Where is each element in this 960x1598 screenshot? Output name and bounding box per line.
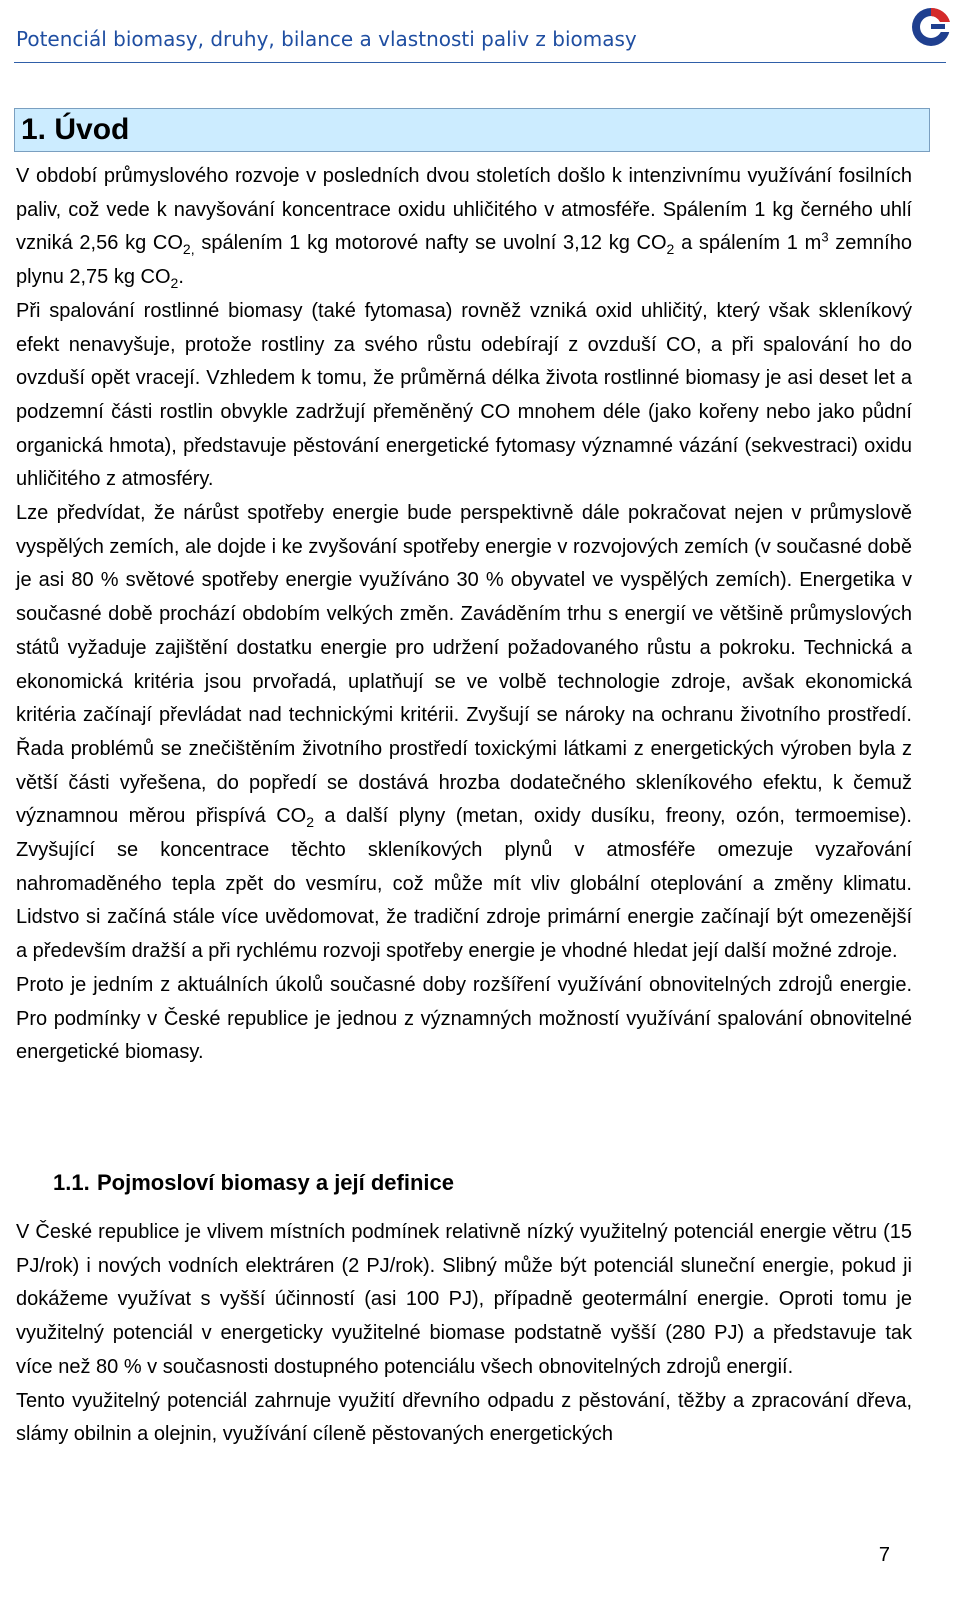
paragraph: V České republice je vlivem místních podmínek relativně nízký využitelný potenciál energie větru (15 PJ/rok) i nových vodních elektráren (2 PJ/rok). Slibný může být potenciál sluneční energie, pokud ji dokážeme využívat s vyšší účinností (asi 100 PJ), případně geotermální energie. Oproti tomu je využitelný potenciál v energeticky využitelné biomase podstatně vyšší (280 PJ) a představuje tak více než 80 % v současnosti dostupného potenciálu všech obnovitelných zdrojů energií. [16,1221,912,1378]
intro-text [16,160,912,1070]
paragraph: Tento využitelný potenciál zahrnuje využití dřevního odpadu z pěstování, těžby a zpracování dřeva, slámy obilnin a olejnin, využívání cíleně pěstovaných energetických [16,1389,912,1446]
paragraph: V období průmyslového rozvoje v posledních dvou stoletích došlo k intenzivnímu využívání fosilních paliv, což vede k navyšování koncentrace oxidu uhličitého v atmosféře. Spálením 1 kg černého uhlí vzniká 2,56 kg $CO_{2,}$ spálením 1 kg motorové nafty se uvolní 3,12 kg $CO_2$ a spálením 1 $m^3$ zemního plynu 2,75 kg $CO_2$. [16,165,912,292]
page-header [14,22,946,63]
subsection-number: 1.1. [53,1170,90,1195]
paragraph: Proto je jedním z aktuálních úkolů současné doby rozšíření využívání obnovitelných zdrojů energie. Pro podmínky v České republice je jednou z významných možností využívání spalování obnovitelné energetické biomasy. [16,973,912,1064]
paragraph: Při spalování rostlinné biomasy (také fytomasa) rovněž vzniká oxid uhličitý, který však skleníkový efekt nenavyšuje, protože rostliny za svého růstu odebírají z ovzduší CO, a při spalování ho do ovzduší opět vracejí. Vzhledem k tomu, že průměrná délka života rostlinné biomasy je asi deset let a podzemní části rostlin obvykle zadržují přeměněný CO mnohem déle (jako kořeny nebo jako půdní organická hmota), představuje pěstování energetické fytomasy významné vázání (sekvestraci) oxidu uhličitého z atmosféry. [16,299,912,491]
paragraph: Lze předvídat, že nárůst spotřeby energie bude perspektivně dále pokračovat nejen v průmyslově vyspělých zemích, ale dojde i ke zvyšování spotřeby energie v rozvojových zemích (v současné době je asi 80 % světové spotřeby energie využíváno 30 % obyvatel ve vyspělých zemích). Energetika v současné době prochází obdobím velkých změn. Zaváděním trhu s energií ve většině průmyslových států vyžaduje zajištění dostatku energie pro udržení požadovaného růstu a pokroku. Technická a ekonomická kritéria jsou prvořadá, uplatňují se ve volbě technologie zdroje, avšak ekonomická kritéria začínají převládat nad technickými kritérii. Zvyšují se nároky na ochranu životního prostředí. Řada problémů se znečištěním životního prostředí toxickými látkami z energetických výroben byla z větší části vyřešena, do popředí se dostává hrozba dodatečného skleníkového efektu, k čemuž významnou měrou přispívá $CO_2$ a další plyny (metan, oxidy dusíku, freony, ozón, termoemise). Zvyšující se koncentrace těchto skleníkových plynů v atmosféře omezuje vyzařování nahromaděného tepla zpět do vesmíru, což může mít vliv globální oteplování a změny klimatu. Lidstvo si začíná stále více uvědomovat, že tradiční zdroje primární energie začínají být omezenější a především dražší a při rychlému rozvoji spotřeby energie je vhodné hledat její další možné zdroje. [16,502,912,963]
page-number: 7 [878,1544,890,1566]
section-heading-box [14,108,930,152]
subsection-heading [53,1170,454,1196]
subsection-title: Pojmosloví biomasy a její definice [97,1170,455,1195]
section-title: 1. Úvod [21,113,130,146]
publisher-logo-icon [908,4,954,50]
subsection-text [16,1216,912,1452]
header-title: Potenciál biomasy, druhy, bilance a vlastnosti paliv z biomasy [16,27,637,51]
